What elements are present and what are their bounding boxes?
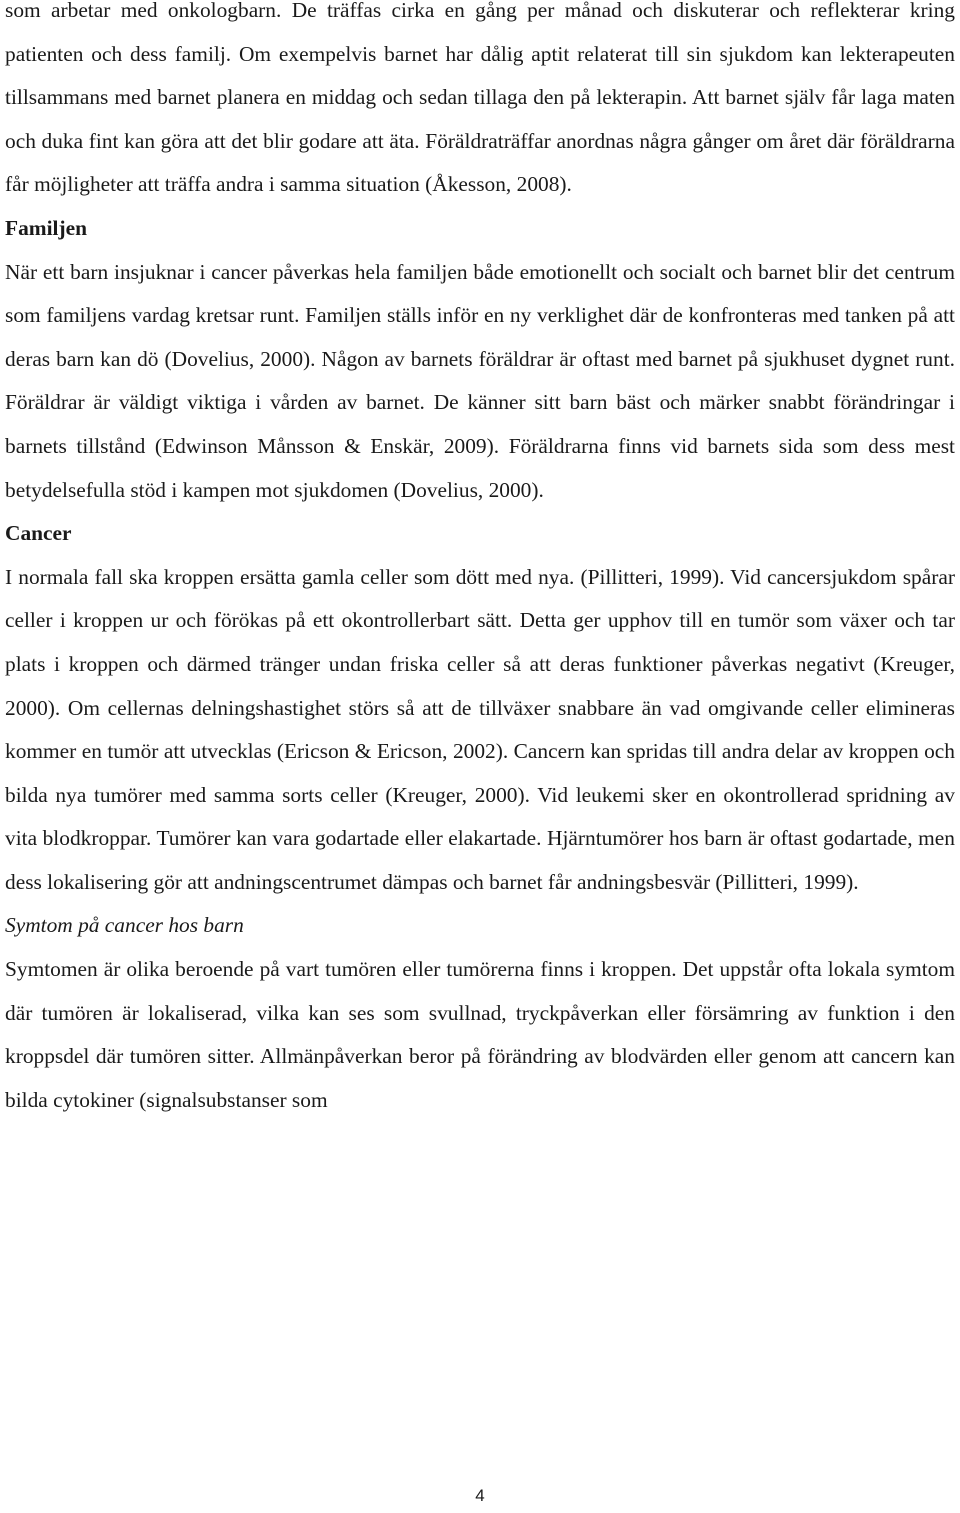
cancer-paragraph: I normala fall ska kroppen ersätta gamla celler som dött med nya. (Pillitteri, 1999). Vid cancersjukdom spårar celler i kroppen ur och förökas på ett okontrollerbart sätt. Detta ger upphov till en tumör som växer och tar plats i kroppen och därmed tränger undan friska celler så att deras funktioner påverkas negativt (Kreuger, 2000). Om cellernas delningshastighet störs så att de tillväxer snabbare än vad omgivande celler elimineras kommer en tumör att utvecklas (Ericson & Ericson, 2002). Cancern kan spridas till andra delar av kroppen och bilda nya tumörer med samma sorts celler (Kreuger, 2000). Vid leukemi sker en okontrollerad spridning av vita blodkroppar. Tumörer kan vara godartade eller elakartade. Hjärntumörer hos barn är oftast godartade, men dess lokalisering gör att andningscentrumet dämpas och barnet får andningsbesvär (Pillitteri, 1999).: [5, 564, 955, 894]
subsection-heading-symtom: Symtom på cancer hos barn: [5, 913, 244, 938]
section-heading-cancer: Cancer: [5, 521, 72, 546]
document-page: [5, 0, 955, 1122]
symtom-paragraph: Symtomen är olika beroende på vart tumören eller tumörerna finns i kroppen. Det uppstår ofta lokala symtom där tumören är lokaliserad, vilka kan ses som svullnad, tryckpåverkan eller försämring av funktion i den kroppsdel där tumören sitter. Allmänpåverkan beror på förändring av blodvärden eller genom att cancern kan bilda cytokiner (signalsubstanser som: [5, 957, 955, 1112]
page-number: 4: [475, 1486, 485, 1505]
intro-paragraph: som arbetar med onkologbarn. De träffas cirka en gång per månad och diskuterar och reflekterar kring patienten och dess familj. Om exempelvis barnet har dålig aptit relaterat till sin sjukdom kan lekterapeuten tillsammans med barnet planera en middag och sedan tillaga den på lekterapin. Att barnet själv får laga maten och duka fint kan göra att det blir godare att äta. Föräldraträffar anordnas några gånger om året där föräldrarna får möjligheter att träffa andra i samma situation (Åkesson, 2008).: [5, 0, 955, 197]
section-heading-familjen: Familjen: [5, 215, 87, 240]
familjen-paragraph: När ett barn insjuknar i cancer påverkas hela familjen både emotionellt och socialt och barnet blir det centrum som familjens vardag kretsar runt. Familjen ställs inför en ny verklighet där de konfronteras med tanken på att deras barn kan dö (Dovelius, 2000). Någon av barnets föräldrar är oftast med barnet på sjukhuset dygnet runt. Föräldrar är väldigt viktiga i vården av barnet. De känner sitt barn bäst och märker snabbt förändringar i barnets tillstånd (Edwinson Månsson & Enskär, 2009). Föräldrarna finns vid barnets sida som dess mest betydelsefulla stöd i kampen mot sjukdomen (Dovelius, 2000).: [5, 259, 955, 502]
